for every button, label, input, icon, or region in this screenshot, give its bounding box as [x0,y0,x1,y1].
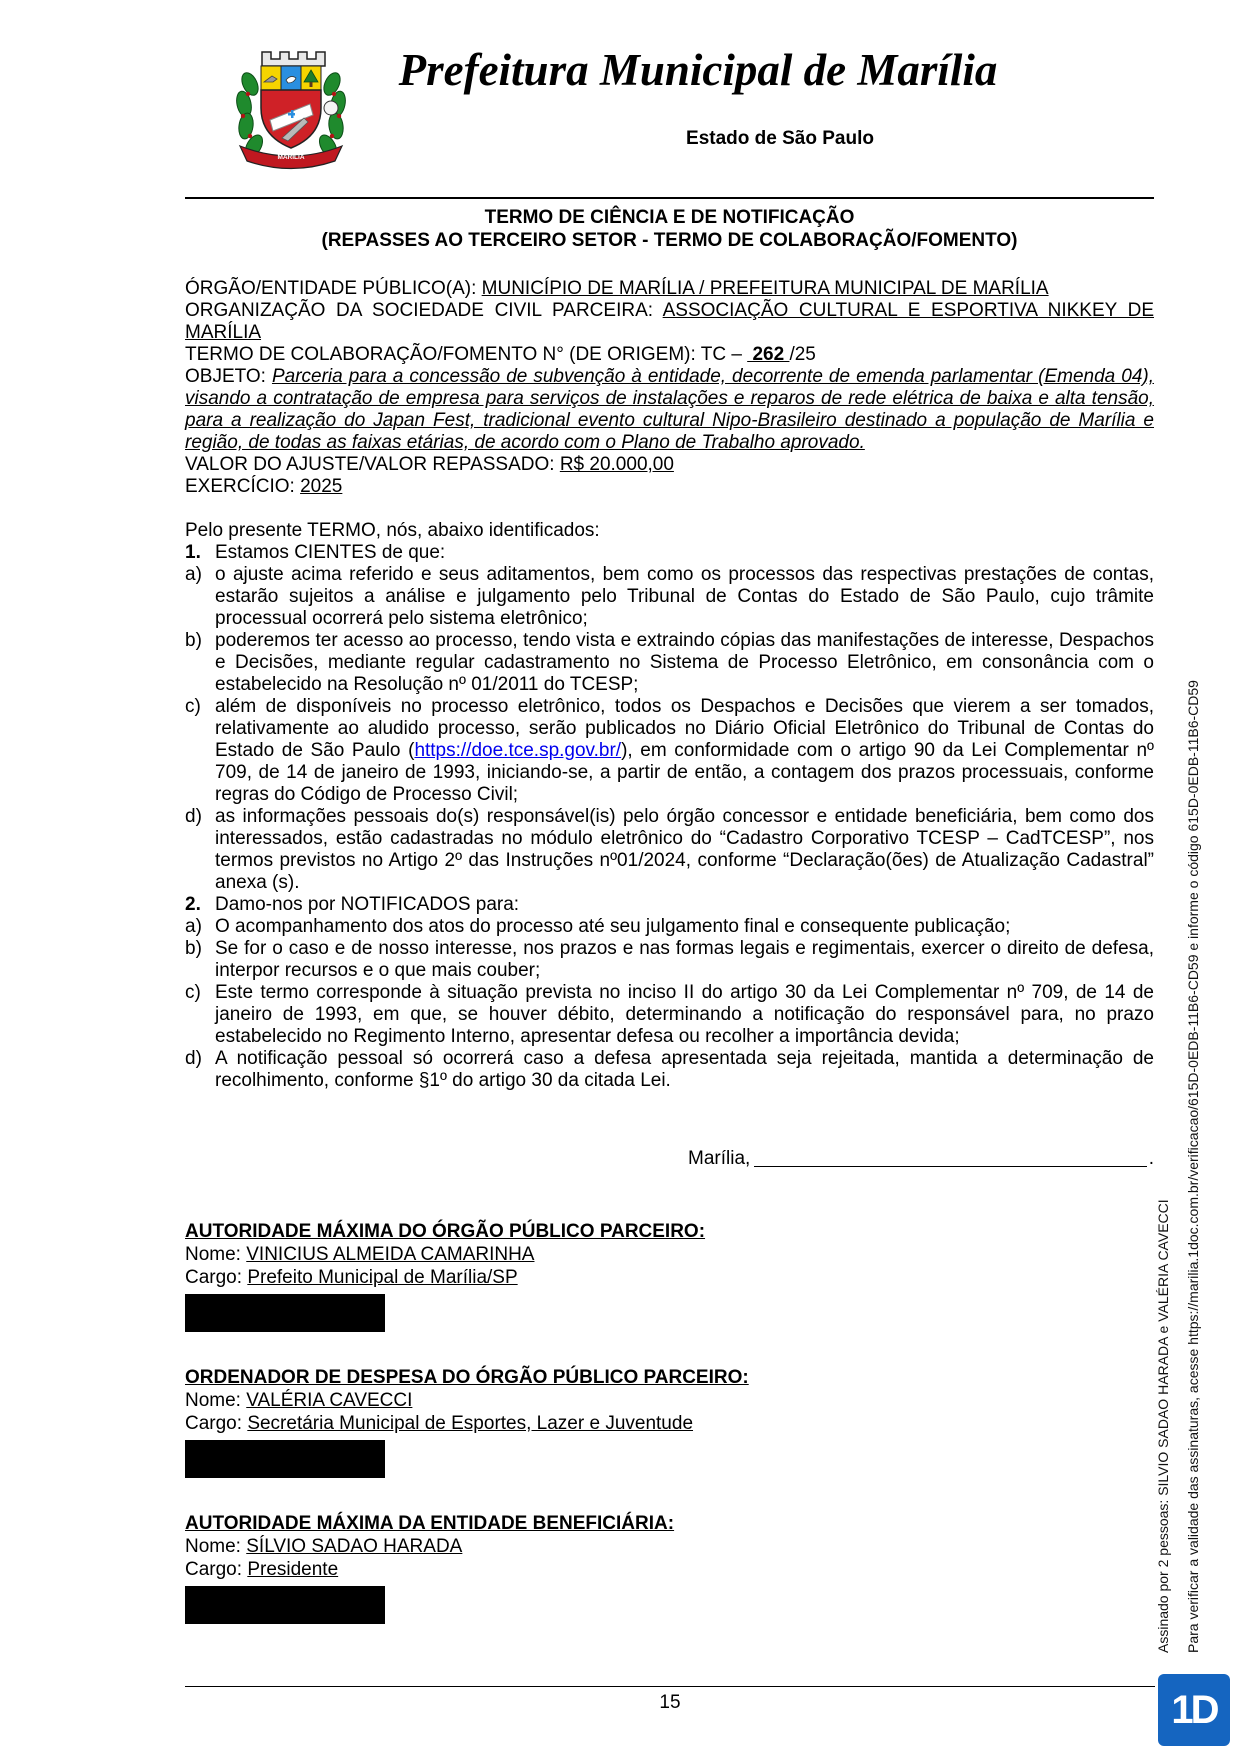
signature-role: Secretária Municipal de Esportes, Lazer e Juventude [247,1413,694,1434]
name-label: Nome: [185,1390,247,1411]
signature-name: VALÉRIA CAVECCI [246,1390,413,1411]
list-item-1b-text: poderemos ter acesso ao processo, tendo vista e extraindo cópias das manifestações de interesse, Despachos e Decisões, mediante regular cadastramento no Sistema de Processo Eletrônico, em consonância com o estabelecido na Resolução nº 01/2011 do TCESP; [215,630,1154,695]
signature-role: Prefeito Municipal de Marília/SP [247,1267,518,1288]
list-item-2d-marker: d) [185,1048,202,1069]
date-blank-line [754,1148,1146,1167]
list-item-1a [185,564,1154,630]
signatures-section [185,1220,1154,1624]
list-item-2a-text: O acompanhamento dos atos do processo até seu julgamento final e consequente publicação; [215,916,1011,937]
intro-line: Pelo presente TERMO, nós, abaixo identificados: [185,520,600,541]
signature-role-line [185,1412,1154,1435]
signature-name: SÍLVIO SADAO HARADA [246,1536,463,1557]
field-orgao [185,278,1154,300]
list-item-2d-text: A notificação pessoal só ocorrerá caso a defesa apresentada seja rejeitada, mantida a determinação de recolhimento, conforme §1º do artigo 30 da citada Lei. [215,1048,1154,1091]
list-item-2a [185,916,1154,938]
field-osc [185,300,1154,344]
list-item-2d [185,1048,1154,1092]
document-body [185,206,1154,1658]
field-termo-numero [185,344,1154,366]
field-osc-value: ASSOCIAÇÃO CULTURAL E ESPORTIVA NIKKEY DE MARÍLIA [185,300,1154,343]
field-termo-label: TERMO DE COLABORAÇÃO/FOMENTO N° (DE ORIGEM): TC – [185,344,748,365]
field-exercicio-value: 2025 [300,476,343,497]
signature-name-line [185,1535,1154,1558]
list-item-1d-text: as informações pessoais do(s) responsável(is) pelo órgão concessor e entidade beneficiária, bem como dos interessados, estão cadastradas no módulo eletrônico do “Cadastro Corporativo TCESP – CadTCESP”, nos termos previstos no Artigo 2º das Instruções nº01/2024, conforme “Declaração(ões) de Atualização Cadastral” anexa (s). [215,806,1154,893]
signature-heading: AUTORIDADE MÁXIMA DO ÓRGÃO PÚBLICO PARCEIRO: [185,1221,706,1242]
list-item-1c-text-before: além de disponíveis no processo eletrônico, todos os Despachos e Decisões que vierem a ser tomados, relativamente ao aludido processo, serão publicados no Diário Oficial Eletrônico do Tribunal de Contas do Estado de São Paulo ( [215,696,1154,761]
list-item-2a-marker: a) [185,916,202,937]
clause-2-number: 2. [185,894,201,915]
list-item-1c-text [215,696,1154,806]
list-item-1c-text-after: ), em conformidade com o artigo 90 da Lei Complementar nº 709, de 14 de janeiro de 1993, iniciando-se, a partir de então, a contagem dos prazos processuais, conforme regras do Código de Processo Civil; [215,740,1154,805]
role-label: Cargo: [185,1413,248,1434]
redacted-signature-box [185,1294,385,1332]
list-item-2c-marker: c) [185,982,201,1003]
list-item-2c-text: Este termo corresponde à situação prevista no inciso II do artigo 30 da Lei Complementar nº 709, de 14 de janeiro de 1993, em que, se houver débito, determinando a notificação do responsável para, no prazo estabelecido no Regimento Interno, apresentar defesa ou recolher a importância devida; [215,982,1154,1047]
city-line-period: . [1148,1148,1154,1169]
field-objeto-value: Parceria para a concessão de subvenção à entidade, decorrente de emenda parlamentar (Emenda 04), visando a contratação de empresa para serviços de instalações e reparos de rede elétrica de baixa e alta tensão, para a realização do Japan Fest, tradicional evento cultural Nipo-Brasileiro destinado a população de Marília e região, de todas as faixas etárias, de acordo com o Plano de Trabalho aprovado. [185,366,1154,453]
signature-name-line [185,1243,1154,1266]
document-title [185,206,1154,252]
city-label: Marília, [688,1148,751,1169]
list-item-1b-marker: b) [185,630,202,651]
signature-block-autoridade-orgao [185,1220,1154,1332]
list-item-1c [185,696,1154,806]
onedoc-logo: 1D [1158,1674,1230,1746]
name-label: Nome: [185,1244,247,1265]
signature-role-line [185,1266,1154,1289]
role-label: Cargo: [185,1559,248,1580]
list-item-2b [185,938,1154,982]
signature-heading: AUTORIDADE MÁXIMA DA ENTIDADE BENEFICIÁRIA: [185,1513,675,1534]
field-objeto-label: OBJETO: [185,366,272,387]
state-subtitle: Estado de São Paulo [686,128,874,149]
svg-text:MARÍLIA: MARÍLIA [277,154,305,161]
list-item-1d-marker: d) [185,806,202,827]
list-item-1a-text: o ajuste acima referido e seus aditamentos, bem como os processos das respectivas prestações de contas, estarão sujeitos a análise e julgamento pelo Tribunal de Contas do Estado de São Paulo, cujo trâmite processual ocorrerá pelo sistema eletrônico; [215,564,1154,629]
marilia-coat-of-arms [224,42,358,176]
name-label: Nome: [185,1536,247,1557]
field-valor-value: R$ 20.000,00 [559,454,674,475]
clause-2-title: Damo-nos por NOTIFICADOS para: [215,894,520,915]
signature-block-autoridade-entidade [185,1512,1154,1624]
clause-1-number: 1. [185,542,201,563]
signature-role: Presidente [247,1559,339,1580]
signature-stamp-verification-url: Para verificar a validade das assinaturas, acesse https://marilia.1doc.com.br/verificacao/615D-0EDB-11B6-CD59 e informe o código 615D-0EDB-11B6-CD59 [1185,680,1201,1653]
signature-role-line [185,1558,1154,1581]
signature-block-ordenador-despesa [185,1366,1154,1478]
tce-diario-link[interactable]: https://doe.tce.sp.gov.br/ [414,740,622,761]
document-title-line2: (REPASSES AO TERCEIRO SETOR - TERMO DE COLABORAÇÃO/FOMENTO) [321,230,1018,251]
footer-divider [185,1686,1155,1687]
header-divider [185,197,1154,199]
field-termo-number: 262 [747,344,790,365]
field-osc-label: ORGANIZAÇÃO DA SOCIEDADE CIVIL PARCEIRA: [185,300,663,321]
signature-stamp-signers: Assinado por 2 pessoas: SILVIO SADAO HARADA e VALÉRIA CAVECCI [1155,1199,1171,1653]
coat-of-arms-graphic [224,42,358,176]
clause-1-heading [185,542,1154,564]
list-item-2b-marker: b) [185,938,202,959]
city-date-line [688,1148,1154,1170]
redacted-signature-box [185,1440,385,1478]
list-item-1a-marker: a) [185,564,202,585]
clause-1-title: Estamos CIENTES de que: [215,542,446,563]
role-label: Cargo: [185,1267,248,1288]
redacted-signature-box [185,1586,385,1624]
signature-name-line [185,1389,1154,1412]
field-objeto [185,366,1154,454]
document-title-line1: TERMO DE CIÊNCIA E DE NOTIFICAÇÃO [484,207,855,228]
clause-2-heading [185,894,1154,916]
page-number: 15 [659,1692,681,1713]
list-item-2b-text: Se for o caso e de nosso interesse, nos prazos e nas formas legais e regimentais, exercer o direito de defesa, interpor recursos e o que mais couber; [215,938,1154,981]
field-termo-suffix: /25 [789,344,816,365]
list-item-1b [185,630,1154,696]
field-exercicio-label: EXERCÍCIO: [185,476,301,497]
list-item-2c [185,982,1154,1048]
field-orgao-label: ÓRGÃO/ENTIDADE PÚBLICO(A): [185,278,482,299]
field-valor [185,454,1154,476]
signature-heading: ORDENADOR DE DESPESA DO ÓRGÃO PÚBLICO PARCEIRO: [185,1367,749,1388]
field-valor-label: VALOR DO AJUSTE/VALOR REPASSADO: [185,454,560,475]
field-orgao-value: MUNICÍPIO DE MARÍLIA / PREFEITURA MUNICIPAL DE MARÍLIA [481,278,1049,299]
field-exercicio [185,476,1154,498]
list-item-1d [185,806,1154,894]
list-item-1c-marker: c) [185,696,201,717]
signature-name: VINICIUS ALMEIDA CAMARINHA [246,1244,535,1265]
city-hall-title: Prefeitura Municipal de Marília [398,45,998,95]
